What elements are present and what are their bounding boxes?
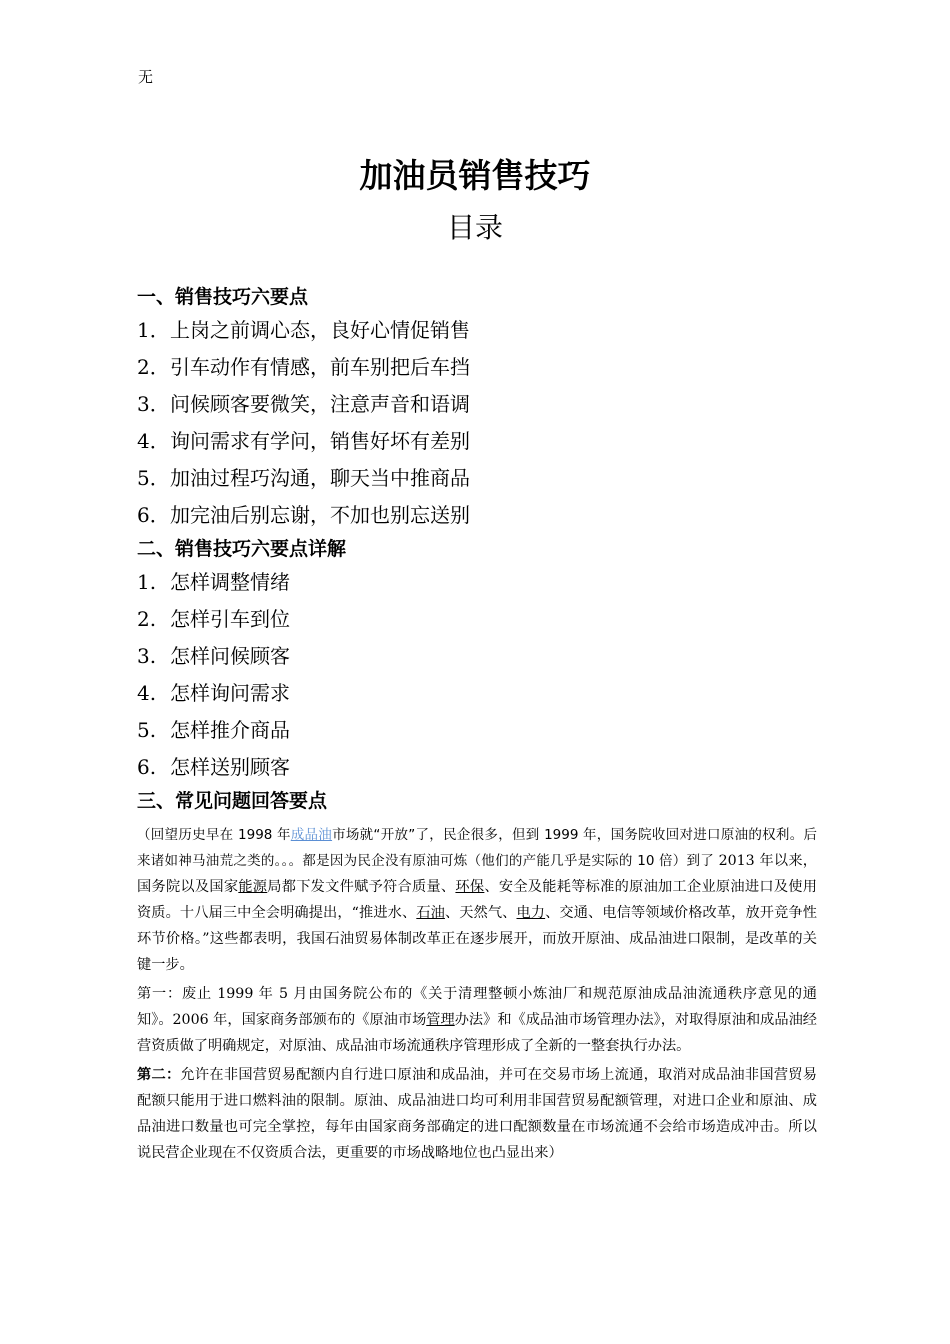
toc-item-text: 怎样调整情绪 — [170, 570, 290, 594]
toc-list-1 — [137, 312, 817, 534]
toc-list-2 — [137, 564, 817, 786]
paragraph-history — [137, 822, 817, 978]
toc-item[interactable] — [137, 497, 817, 534]
toc-item-number: 1. — [137, 570, 157, 594]
toc-item-number: 3. — [137, 644, 157, 668]
toc-item-text: 上岗之前调心态，良好心情促销售 — [170, 318, 470, 342]
toc-item[interactable] — [137, 564, 817, 601]
toc-item-text: 引车动作有情感，前车别把后车挡 — [170, 355, 470, 379]
toc-item-number: 2. — [137, 607, 157, 631]
toc-item-number: 5． — [137, 466, 170, 490]
toc-item[interactable] — [137, 460, 817, 497]
toc-item-text: 怎样问候顾客 — [170, 644, 290, 668]
text-run: 、安全及能耗等标准的原油加工企业原油进口及使用资质。十八届三中全会明确提出，“推进水、 — [137, 879, 817, 921]
text-run: 2013 年以来，国务院以及国家 — [137, 853, 817, 895]
link-energy[interactable]: 能源 — [238, 879, 268, 895]
toc-item-text: 问候顾客要微笑，注意声音和语调 — [170, 392, 470, 416]
link-environment[interactable]: 环保 — [455, 879, 485, 895]
text-run: 市场就“开放”了，民企很多，但到 1999 年，国务院收回对进口原油的权利。后来诸如神马油荒之类的。。。都是因为民企没有原油可炼（他们的产能几乎是实际的 10 倍）到了 — [137, 827, 817, 869]
toc-item-text: 怎样推介商品 — [170, 718, 290, 742]
toc-item-number: 4． — [137, 429, 170, 453]
paragraph-first — [137, 981, 817, 1059]
toc-item-number: 3． — [137, 392, 170, 416]
toc-item[interactable] — [137, 312, 817, 349]
toc-item[interactable] — [137, 601, 817, 638]
toc-item[interactable] — [137, 349, 817, 386]
document-body — [137, 282, 817, 1166]
toc-item-number: 6. — [137, 755, 157, 779]
link-product-oil[interactable]: 成品油 — [290, 827, 333, 843]
toc-item-text: 询问需求有学问，销售好坏有差别 — [170, 429, 470, 453]
document-title: 加油员销售技巧 — [359, 156, 591, 195]
toc-item-text: 怎样询问需求 — [170, 681, 290, 705]
paragraph-lead: 第二： — [137, 1067, 181, 1083]
toc-item[interactable] — [137, 423, 817, 460]
text-run: 、天然气、 — [444, 905, 517, 921]
paragraph-second — [137, 1062, 817, 1166]
link-management[interactable]: 管理 — [426, 1012, 455, 1028]
toc-item[interactable] — [137, 638, 817, 675]
section-heading-3: 三、常见问题回答要点 — [137, 790, 328, 812]
section-heading-2: 二、销售技巧六要点详解 — [137, 538, 347, 560]
link-electricity[interactable]: 电力 — [516, 905, 546, 921]
toc-item-text: 加完油后别忘谢，不加也别忘送别 — [170, 503, 470, 527]
toc-item-number: 5. — [137, 718, 157, 742]
toc-item-text: 怎样送别顾客 — [170, 755, 290, 779]
text-run: 允许在非国营贸易配额内自行进口原油和成品油，并可在交易市场上流通，取消对成品油非国营贸易配额只能用于进口燃料油的限制。原油、成品油进口均可利用非国营贸易配额管理，对进口企业和原油、成品油进口数量也可完全掌控，每年由国家商务部确定的进口配额数量在市场流通不会给市场造成冲击。所以说民营企业现在不仅资质合法，更重要的市场战略地位也凸显出来） — [137, 1067, 817, 1161]
toc-item-text: 怎样引车到位 — [170, 607, 290, 631]
text-run: 第一：废止 1999 年 5 月由国务院公布的《关于清理整顿小炼油厂和规范原油成品油流通秩序意见的通知》。2006 年，国家商务部颁布的《原油市场 — [137, 986, 817, 1028]
text-run: 办法》和《成品油市场管理办法》，对取得原油和成品油经营资质做了明确规定，对原油、成品油市场流通秩序管理形成了全新的一整套执行办法。 — [137, 1012, 817, 1054]
toc-item-text: 加油过程巧沟通，聊天当中推商品 — [170, 466, 470, 490]
toc-item-number: 4. — [137, 681, 157, 705]
toc-item[interactable] — [137, 386, 817, 423]
text-run: 局都下发文件赋予符合质量、 — [267, 879, 456, 895]
toc-item[interactable] — [137, 712, 817, 749]
toc-item-number: 2． — [137, 355, 170, 379]
toc-title: 目录 — [446, 211, 503, 244]
link-petroleum[interactable]: 石油 — [416, 905, 445, 921]
toc-item[interactable] — [137, 675, 817, 712]
text-run: （回望历史早在 1998 年 — [137, 827, 291, 843]
toc-item-number: 6． — [137, 503, 170, 527]
text-run: 、交通、电信等领域价格改革，放开竞争性环节价格。”这些都表明，我国石油贸易体制改革正在逐步展开，而放开原油、成品油进口限制，是改革的关键一步。 — [137, 905, 817, 973]
toc-item[interactable] — [137, 749, 817, 786]
toc-item-number: 1． — [137, 318, 170, 342]
header-mark: 无 — [138, 68, 154, 86]
section-heading-1: 一、销售技巧六要点 — [137, 286, 309, 308]
